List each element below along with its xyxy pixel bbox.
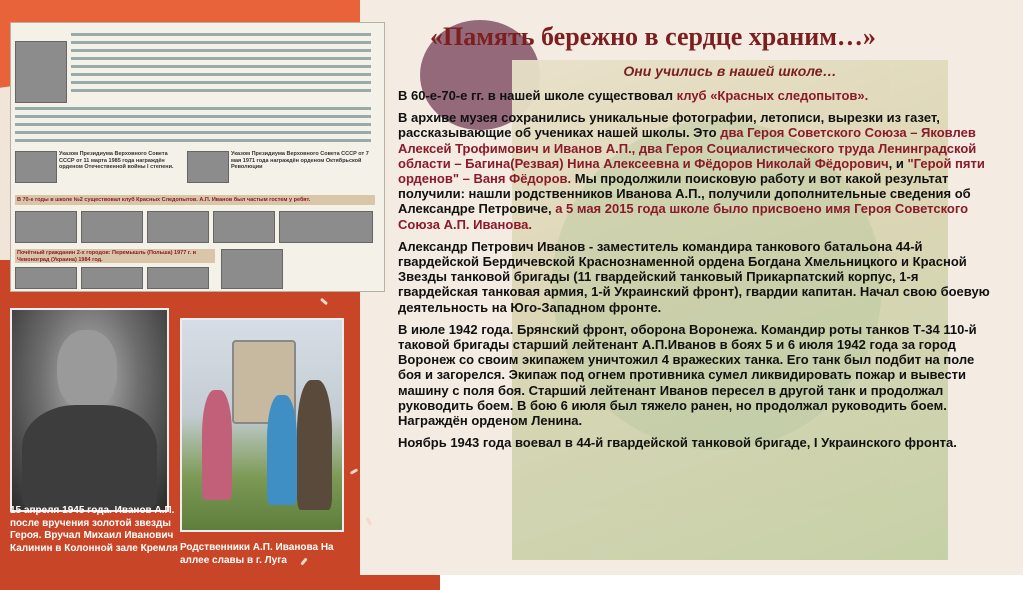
archive-photo [213,211,275,243]
main-text [398,88,990,457]
text-line [71,73,371,76]
archive-photo [15,211,77,243]
text-line [71,33,371,36]
person-figure [267,395,297,505]
hero-portrait-photo [10,308,169,512]
document-caption: В 70-е годы в школе №2 существовал клуб Красных Следопытов. А.П. Иванов был частым гостем у ребят. [17,197,311,203]
text-line [15,107,371,110]
photo1-caption: 15 апреля 1945 года. Иванов А.П. после вручения золотой звезды Героя. Вручал Михаил Иванович Калинин в Колонной зале Кремля [10,505,178,554]
portrait-face [57,330,117,410]
text-span: В архиве музея сохранились уникальные фотографии, летописи, вырезки из газет, рассказывающие об учениках нашей школы. Это [398,110,940,141]
archive-photo [147,211,209,243]
text-span: , и [888,155,908,171]
archive-photo [81,267,143,289]
highlight-span: два Героя Советского Союза – Яковлев Алексей Трофимович и Иванов А.П., два Героя Социалистического труда Ленинградской области – Багина(Резвая) Нина Алексеевна и Фёдоров Николай Фёдорович [398,125,977,171]
document-caption: Указом Президиума Верховного Совета СССР от 7 мая 1971 года награждён орденом Октябрьской Революции [231,151,369,170]
document-caption: Указом Президиума Верховного Совета СССР от 11 марта 1985 года награждён орденом Отечественной войны I степени. [59,151,174,170]
medal-photo [15,151,57,183]
relatives-photo [180,318,344,532]
text-span: В 60-е-70-е гг. в нашей школе существовал [398,88,677,103]
text-line [71,89,371,92]
paragraph-5: Ноябрь 1943 года воевал в 44-й гвардейской танковой бригаде, I Украинского фронта. [398,435,957,451]
text-span: Мы продолжили поисковую работу и вот какой результат получили: нашли родственников Иванова А.П., получили дополнительные сведения об Александре Петровиче, [398,171,971,217]
highlight-span: клуб «Красных следопытов». [676,88,869,103]
paragraph-3: Александр Петрович Иванов - заместитель командира танкового батальона 44-й гвардейской Бердичевской Краснознаменной ордена Богдана Хмельницкого и Красной Звезды танковой бригады (11 гвардейский танковый Прикарпатский корпус, 1-я гвардейская танковая армия, 1-й Украинский фронт), гвардии капитан. Начал свою боевую деятельность на Юго-Западном фронте. [398,238,990,315]
highlight-span: "Герой пяти орденов" – Ваня Фёдоров. [398,155,985,187]
portrait-uniform [22,405,157,510]
archive-document-image [10,22,385,292]
text-line [15,131,371,134]
archive-photo [81,211,143,243]
text-line [71,41,371,44]
person-figure [202,390,232,500]
paragraph-2 [398,110,990,232]
paragraph-4: В июле 1942 года. Брянский фронт, оборона Воронежа. Командир роты танков Т-34 110-й таковой бригады старший лейтенант А.П.Иванов в боях 5 и 6 июля 1942 года за город Воронеж со своим экипажем уничтожил 4 вражеских танка. Его танк был подбит на поле боя и загорелся. Экипаж под огнем противника сумел ликвидировать пожар и вывести машину с поля боя. Старший лейтенант Иванов пересел в другой танк и продолжал руководить боем. В бою 6 июля был тяжело ранен, но продолжал руководить боем. Награждён орденом Ленина. [398,321,977,429]
text-line [15,115,371,118]
text-line [71,57,371,60]
archive-photo [279,211,373,243]
portrait-photo [15,41,67,103]
text-line [71,65,371,68]
person-figure [297,380,332,510]
page-title: «Память бережно в сердце храним…» [430,22,876,51]
medal-photo [187,151,229,183]
page-subtitle: Они учились в нашей школе… [623,63,837,79]
archive-photo [147,267,209,289]
document-caption: Почётный гражданин 2-х городов: Перемышль (Польша) 1977 г. и Чевоноград (Украина) 1984 год. [17,250,196,263]
text-line [71,49,371,52]
text-line [15,139,371,142]
text-line [15,123,371,126]
highlight-span: а 5 мая 2015 года школе было присвоено имя Героя Советского Союза А.П. Иванова. [398,201,969,232]
photo2-caption: Родственники А.П. Иванова На аллее славы в г. Луга [180,542,334,566]
archive-photo [221,249,283,289]
archive-photo [15,267,77,289]
paragraph-1 [398,88,990,103]
text-line [71,81,371,84]
